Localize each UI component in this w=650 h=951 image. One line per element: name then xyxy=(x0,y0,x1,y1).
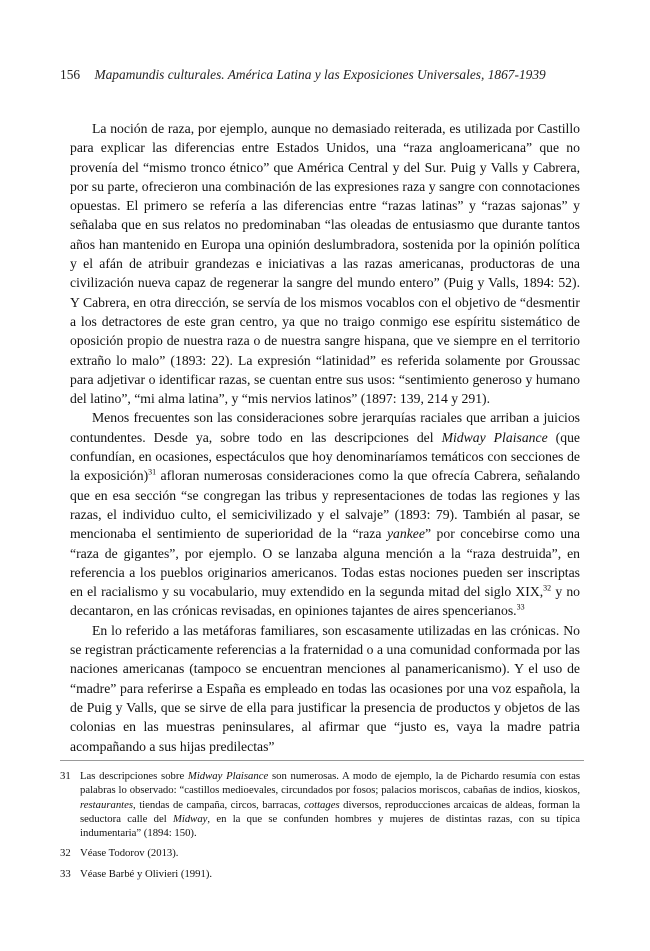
page-number: 156 xyxy=(60,67,81,82)
paragraph xyxy=(70,621,580,756)
paragraph-text: Menos frecuentes son las consideraciones sobre jerarquías raciales que arriban a juicios contundentes. Desde ya, sobre todo en las descripciones del xyxy=(70,410,580,445)
paragraph-text: ” por concebirse como una “raza de gigantes”, por ejemplo. O se lanzaba alguna mención a la “raza destruida”, en referencia a los pueblos originarios americanos. Todas estas nociones pueden ser inscriptas en el racialismo y su vocabulario, muy extendido en la segunda mitad del siglo XIX, xyxy=(70,526,580,600)
footnote-text xyxy=(80,769,580,840)
footnote-text: son numerosas. A modo de ejemplo, la de Pichardo resumía con estas palabras lo observado: “castillos medioevales, circundados por fosos; palacios moriscos, cabañas de indios, kioskos, xyxy=(80,770,581,797)
footnote-text: Las descripciones sobre xyxy=(80,770,188,782)
footnote-ref: 31 xyxy=(148,467,157,477)
footnote-italic: Midway Plaisance xyxy=(187,770,269,782)
footnote-text xyxy=(80,846,580,860)
footnote-text: , tiendas de campaña, circos, barracas, xyxy=(133,798,305,811)
footnote-ref: 32 xyxy=(543,583,552,593)
footnote-number: 32 xyxy=(60,847,71,860)
paragraph-text: La noción de raza, por ejemplo, aunque no demasiado reiterada, es utilizada por Castillo para explicar las diferencias entre Estados Unidos, una “raza angloamericana” que no provenía del “mismo tronco étnico” que América Central y del Sur. Puig y Valls y Cabrera, por su parte, ofrecieron una combinación de las expresiones raza y sangre con connotaciones opuestas. El primero se refería a las diferencias entre “razas latinas” y “razas sajonas” y señalaba que en sus relatos no predominaban “las oleadas de entusiasmo que durante tantos años han mantenido en Europa una opinión deslumbradora, sostenida por la opinión política y el afán de atribuir grandezas e iniciativas a las razas americanas, productoras de una civilización nueva capaz de regenerar la sangre del mundo entero” (Puig y Valls, 1894: 52). Y Cabrera, en otra dirección, se servía de los mismos vocablos con el objetivo de “desmentir a los detractores de este gran centro, ya que no traigo conmigo ese espíritu sistemático de oposición propio de nuestra raza o de nuestra sangre hispana, que ve siempre en el territorio extraño lo malo” (1893: 22). La expresión “latinidad” es referida solamente por Groussac para adjetivar o identificar razas, se cuentan entre sus usos: “sentimiento generoso y humano del latino”, “mi alma latina”, y “mis nervios latinos” (1897: 139, 214 y 291). xyxy=(70,121,580,407)
paragraph-text: afloran numerosas consideraciones como la que ofrecía Cabrera, señalando que en esa sección “se congregan las tribus y representaciones de todas las regiones y las razas, el individuo culto, el semicivilizado y el salvaje” (1893: 79). También al pasar, se mencionaba el sentimiento de superioridad de la “raza xyxy=(70,468,580,542)
footnote-italic: cottages xyxy=(304,798,340,811)
footnote xyxy=(60,769,580,840)
paragraph-italic: Midway Plaisance xyxy=(441,429,548,445)
body-text xyxy=(70,119,580,756)
footnote-divider xyxy=(60,760,584,761)
paragraph-text: y no decantaron, en las crónicas revisadas, en opiniones tajantes de aires spencerianos. xyxy=(70,584,581,619)
footnote-text: diversos, reproducciones arcaicas de aldeas, forman la seductora calle del xyxy=(80,798,580,825)
footnote-text: Véase Barbé y Olivieri (1991). xyxy=(80,867,213,880)
paragraph xyxy=(70,408,580,620)
paragraph-italic: yankee xyxy=(386,526,425,542)
paragraph xyxy=(70,119,580,408)
footnote-italic: restaurantes xyxy=(80,798,134,811)
footnote-number: 31 xyxy=(60,770,71,782)
footnotes xyxy=(60,769,580,887)
footnote-ref: 33 xyxy=(516,602,525,612)
footnote-text xyxy=(80,867,580,881)
footnote-italic: Midway xyxy=(172,812,208,825)
footnote-text: , en la que se confunden hombres y mujeres de distintas razas, con su típica indumentaria” (1894: 150). xyxy=(80,812,580,840)
footnote xyxy=(60,867,580,881)
paragraph-text: En lo referido a las metáforas familiares, son escasamente utilizadas en las crónicas. No se registran prácticamente referencias a la fraternidad o a una comunidad conformada por las naciones americanas (tampoco se encuentran menciones al panamericanismo). Y el uso de “madre” para referirse a España es empleado en todas las ocasiones por una voz española, la de Puig y Valls, que se sirve de ella para justificar la presencia de productos y objetos de las colonias en las muestras peninsulares, al afirmar que “justo es, vaya la madre patria acompañando a sus hijas predilectas” xyxy=(70,622,580,754)
paragraph-text: (que confundían, en ocasiones, espectáculos que hoy denominaríamos temáticos con secciones de la exposición) xyxy=(70,429,580,484)
footnote xyxy=(60,846,580,860)
running-title: Mapamundis culturales. América Latina y las Exposiciones Universales, 1867-1939 xyxy=(94,67,546,82)
running-head xyxy=(60,66,600,84)
footnote-number: 33 xyxy=(60,867,71,880)
footnote-text: Véase Todorov (2013). xyxy=(80,847,179,860)
